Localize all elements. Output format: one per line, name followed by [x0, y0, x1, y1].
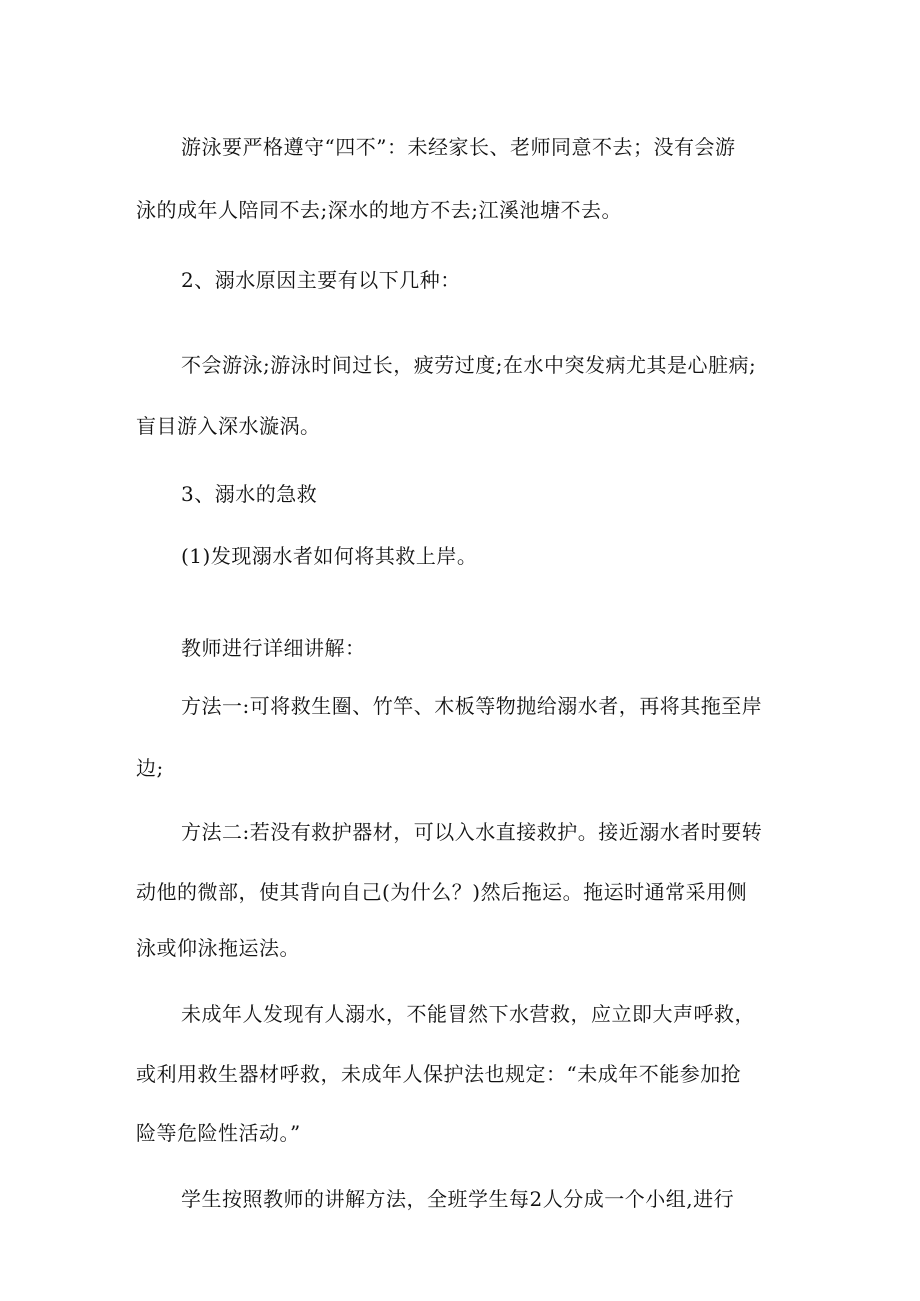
text-line-12: 动他的微部，使其背向自己(为什么？)然后拖运。拖运时通常采用侧	[136, 880, 748, 904]
text-line-11: 方法二:若没有救护器材，可以入水直接救护。接近溺水者时要转	[181, 820, 763, 844]
text-line-14: 未成年人发现有人溺水，不能冒然下水营救，应立即大声呼救，	[181, 1002, 755, 1026]
text-line-8: 教师进行详细讲解：	[181, 636, 366, 660]
text-line-9: 方法一:可将救生圈、竹竿、木板等物抛给溺水者，再将其拖至岸	[181, 694, 763, 718]
text-line-17: 学生按照教师的讲解方法，全班学生每2人分成一个小组,进行	[181, 1187, 735, 1211]
text-line-4: 不会游泳;游泳时间过长，疲劳过度;在水中突发病尤其是心脏病;	[181, 353, 757, 377]
section-heading-2: 2、溺水原因主要有以下几种：	[181, 268, 461, 292]
text-line-1: 游泳要严格遵守“四不”：未经家长、老师同意不去；没有会游	[181, 135, 736, 159]
text-line-10: 边;	[136, 756, 164, 780]
text-line-2: 泳的成年人陪同不去;深水的地方不去;江溪池塘不去。	[136, 198, 622, 222]
text-line-13: 泳或仰泳拖运法。	[136, 936, 300, 960]
text-line-15: 或利用救生器材呼救，未成年人保护法也规定：“未成年不能参加抢	[136, 1062, 742, 1086]
text-line-5: 盲目游入深水漩涡。	[136, 414, 321, 438]
text-line-16: 险等危险性活动。”	[136, 1121, 301, 1145]
section-heading-3: 3、溺水的急救	[181, 482, 318, 506]
subsection-heading-1: (1)发现溺水者如何将其救上岸。	[181, 544, 478, 568]
